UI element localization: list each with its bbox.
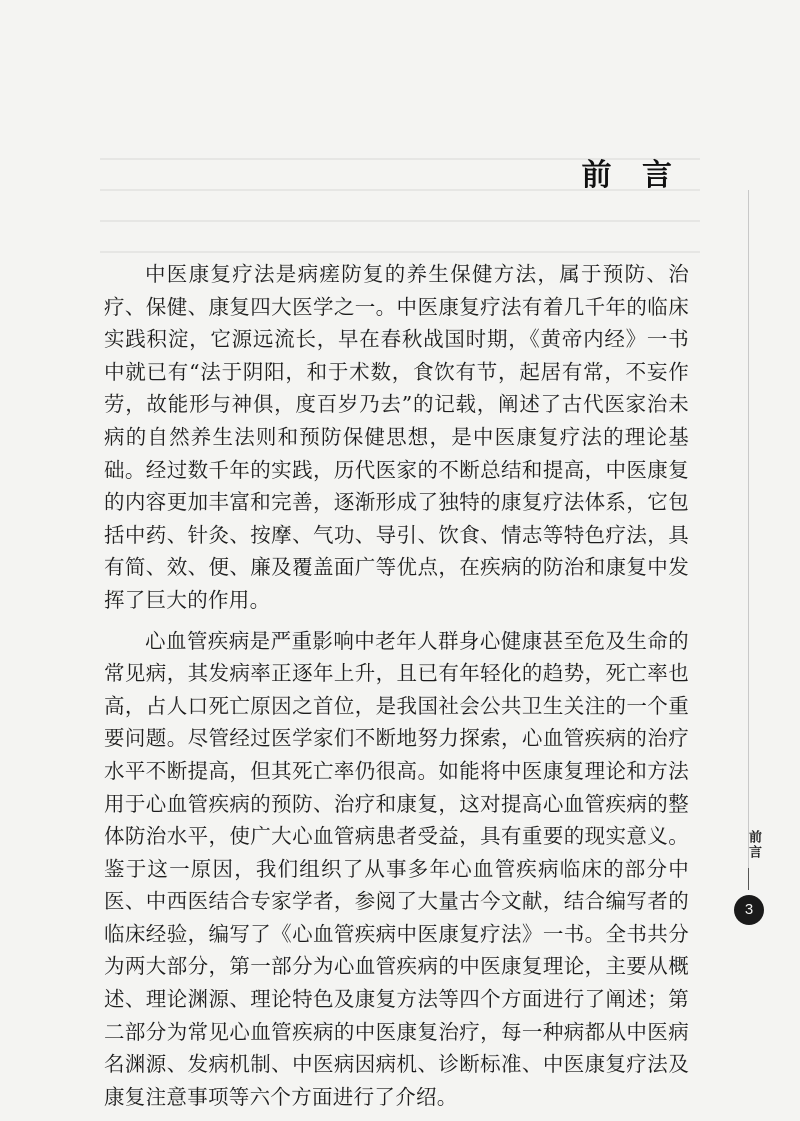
paragraph-2: 心血管疾病是严重影响中老年人群身心健康甚至危及生命的常见病，其发病率正逐年上升，且已有年轻化的趋势，死亡率也高，占人口死亡原因之首位，是我国社会公共卫生关注的一个重要问题。尽管经过医学家们不断地努力探索，心血管疾病的治疗水平不断提高，但其死亡率仍很高。如能将中医康复理论和方法用于心血管疾病的预防、治疗和康复，这对提高心血管疾病的整体防治水平，使广大心血管病患者受益，具有重要的现实意义。鉴于这一原因，我们组织了从事多年心血管疾病临床的部分中医、中西医结合专家学者，参阅了大量古今文献，结合编写者的临床经验，编写了《心血管疾病中医康复疗法》一书。全书共分为两大部分，第一部分为心血管疾病的中医康复理论，主要从概述、理论渊源、理论特色及康复方法等四个方面进行了阐述；第二部分为常见心血管疾病的中医康复治疗，每一种病都从中医病名渊源、发病机制、中医病因病机、诊断标准、中医康复疗法及康复注意事项等六个方面进行了介绍。 bbox=[104, 628, 689, 1109]
margin-rule bbox=[748, 190, 749, 890]
page-number-badge: 3 bbox=[734, 895, 764, 925]
running-section-label: 前言 bbox=[746, 830, 761, 860]
paragraph-1: 中医康复疗法是病瘥防复的养生保健方法，属于预防、治疗、保健、康复四大医学之一。中医康复疗法有着几千年的临床实践积淀，它源远流长，早在春秋战国时期，《黄帝内经》一书中就已有“法于阴阳，和于术数，食饮有节，起居有常，不妄作劳，故能形与神俱，度百岁乃去”的记载，阐述了古代医家治未病的自然养生法则和预防保健思想，是中医康复疗法的理论基础。经过数千年的实践，历代医家的不断总结和提高，中医康复的内容更加丰富和完善，逐渐形成了独特的康复疗法体系，它包括中药、针灸、按摩、气功、导引、饮食、情志等特色疗法，具有简、效、便、廉及覆盖面广等优点，在疾病的防治和康复中发挥了巨大的作用。 bbox=[104, 262, 689, 612]
section-divider bbox=[748, 868, 749, 890]
page-title: 前 言 bbox=[581, 158, 682, 193]
body-text bbox=[104, 258, 689, 1121]
